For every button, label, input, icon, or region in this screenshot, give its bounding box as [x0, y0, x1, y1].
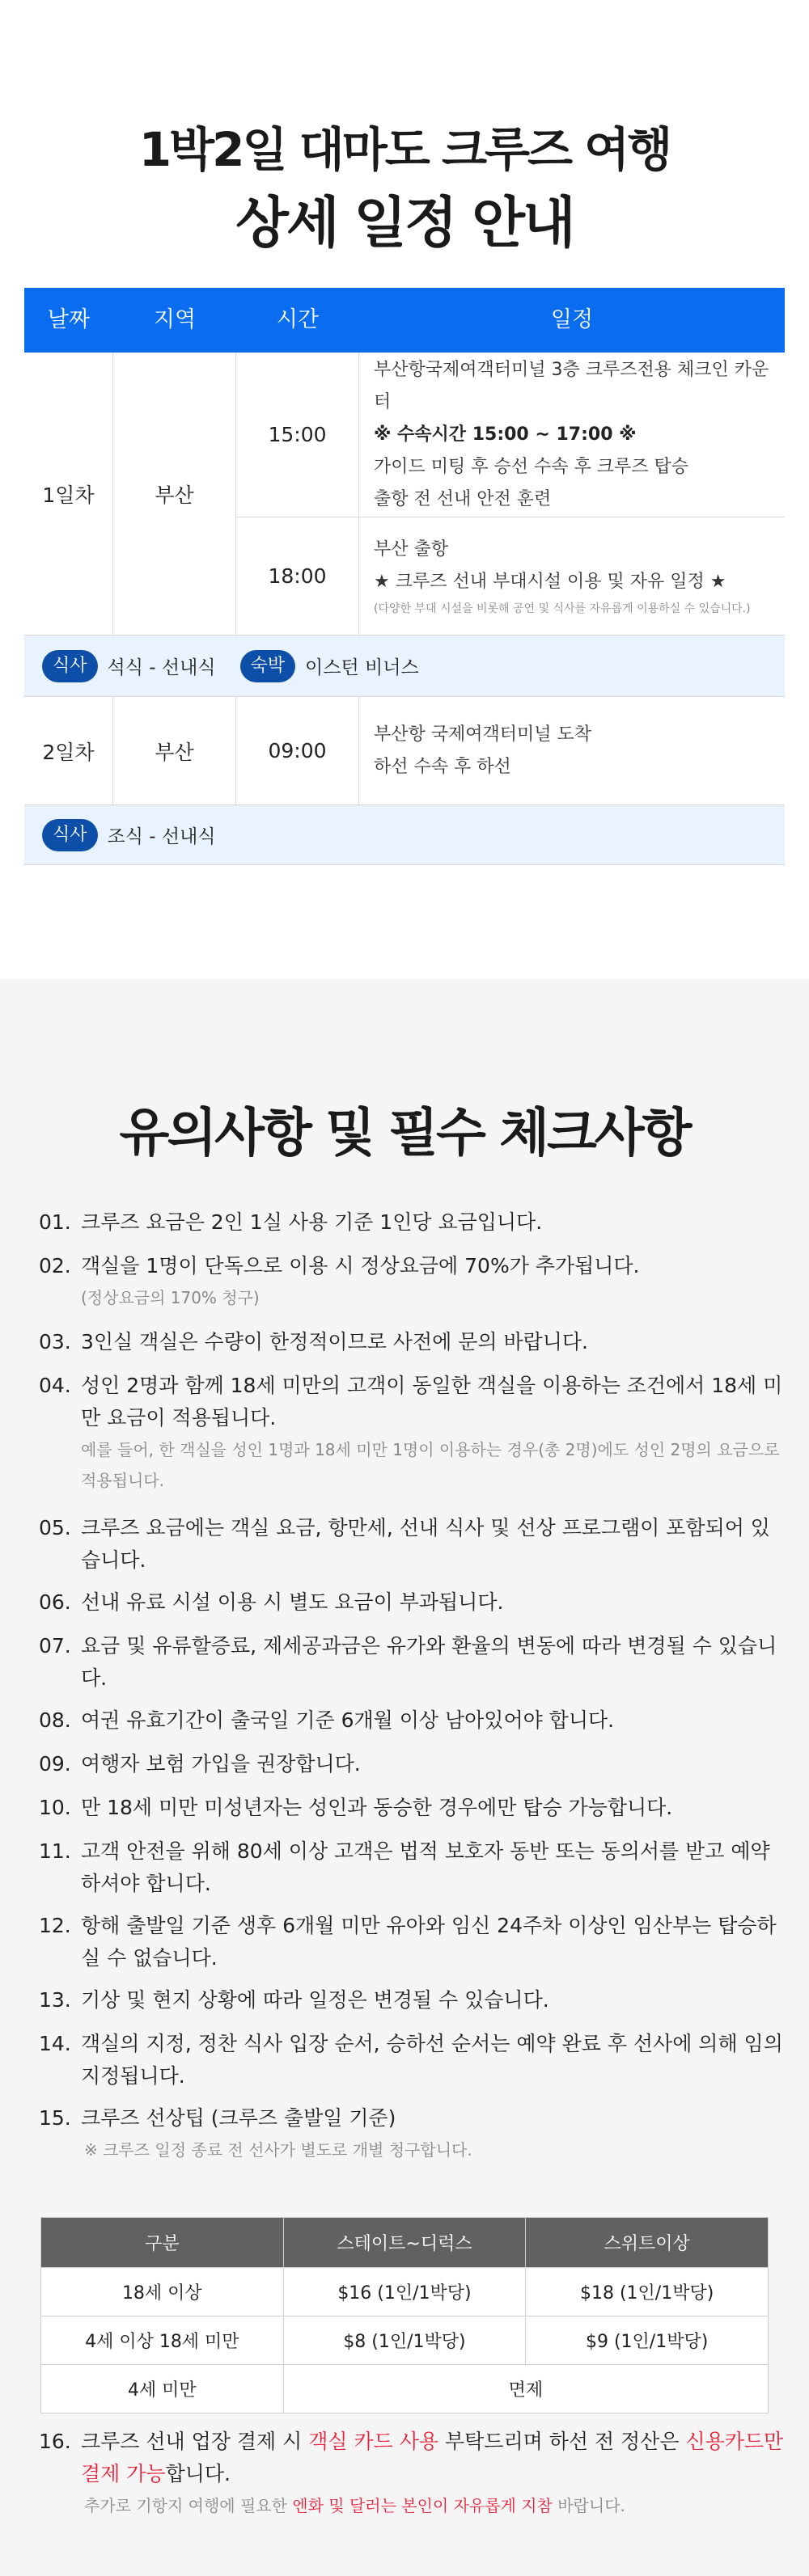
itinerary-line: 부산항국제여객터미널 3층 크루즈전용 체크인 카운터 — [374, 359, 769, 412]
page-title-line1: 1박2일 대마도 크루즈 여행 — [138, 122, 671, 177]
highlight-text: 객실 카드 사용 — [308, 2430, 439, 2453]
meal-text: 석식 - 선내식 — [107, 657, 216, 678]
day1-date: 1일차 — [24, 353, 113, 636]
note-sub: ※ 크루즈 일정 종료 전 선사가 별도로 개별 청구합니다. — [84, 2140, 472, 2160]
day1-time1: 15:00 — [236, 353, 359, 517]
note-sub: (정상요금의 170% 청구) — [81, 1288, 260, 1307]
day1-meal-stay-row — [24, 636, 785, 697]
notes-title: 유의사항 및 필수 체크사항 — [119, 1104, 690, 1163]
day1-itinerary1 — [359, 353, 785, 517]
col-date: 날짜 — [47, 307, 91, 332]
meal-badge: 식사 — [42, 650, 98, 682]
itinerary-line: 가이드 미팅 후 승선 수속 후 크루즈 탑승 — [374, 456, 688, 477]
day2-time: 09:00 — [236, 697, 359, 805]
itinerary-line: 출항 전 선내 안전 훈련 — [374, 488, 552, 509]
table-row: 4세 이상 18세 미만 $8 (1인/1박당) $9 (1인/1박당) — [41, 2316, 769, 2365]
table-header-row: 구분 스테이트~디럭스 스위트이상 — [41, 2218, 769, 2268]
day2-date: 2일차 — [24, 697, 113, 805]
itinerary-line-bold: ※ 수속시간 15:00 ~ 17:00 ※ — [374, 424, 637, 445]
col-time: 시간 — [276, 307, 320, 332]
table-row: 4세 미만 면제 — [41, 2365, 769, 2413]
itinerary-note: (다양한 부대 시설을 비롯해 공연 및 식사를 자유롭게 이용하실 수 있습니다.) — [374, 602, 751, 615]
meal-text: 조식 - 선내식 — [107, 826, 216, 847]
notes-section: 유의사항 및 필수 체크사항 01. 크루즈 요금은 2인 1실 사용 기준 1인당 요금입니다. 02. 객실을 1명이 단독으로 이용 시 정상요금에 70%가 추가됩니다. (정상요금의 170% 청구) 03. 3인실 객실은 수량이 한정적이므로 사전에 문의 바랍니다. 04. 성인 2명과 함께 18세 미만의 고객이 동일한 객실을 이용하는 조건에서 18세 미만 요금이 적용됩니다. 예를 들어, 한 객실을 성인 1명과 18세 미만 1명이 이용하는 경우(총 2명)에도 성인 2명의 요금으로 적용됩니다. 05. 크루즈 요금에는 객실 요금, 항만세, 선내 식사 및 선상 프로그램이 포함되어 있습니다. 06. 선내 유료 시설 이용 시 별도 요금이 부과됩니다. 07. 요금 및 유류할증료, 제세공과금은 유가와 환율의 변동에 따라 변경될 수 있습니다. 08. 여권 유효기간이 출국일 기준 6개월 이상 남아있어야 합니다. 09. 여행자 보험 가입을 권장합니다. 10. 만 18세 미만 미성년자는 성인과 동승한 경우에만 탑승 가능합니다. 11. 고객 안전을 위해 80세 이상 고객은 법적 보호자 동반 또는 동의서를 받고 예약하셔야 합니다. 12. 항해 출발일 기준 생후 6개월 미만 유아와 임신 24주차 이상인 임산부는 탑승하실 수 없습니다. 13. 기상 및 현지 상황에 따라 일정은 변경될 수 있습니다. 14. 객실의 지정, 정찬 식사 입장 순서, 승하선 순서는 예약 완료 후 선사에 의해 임의 지정됩니다. 15. 크루즈 선상팁 (크루즈 출발일 기준) ※ 크루즈 일정 종료 전 선사가 별도로 개별 청구합니다. 구분 스테이트~디럭스 스위트이상 18세 이상 $16 (1인/1박당) $18 (1인/1박당) 4세 이상 18세 미만 $8 (1인/1박당) $9 (1인/1박당) 4세 미만 면제 16. 크루즈 선내 업장 결제 시 객실 카드 사용 부탁드리며 하선 전 정산은 신용카드만 결제 가능합니다. 추가로 기항지 여행에 필요한 엔화 및 달러는 본인이 자유롭게 지참 바랍니다. — [0, 978, 809, 2576]
highlight-text: 신용카드만 결제 가능 — [81, 2430, 784, 2485]
day2-itinerary — [359, 697, 785, 805]
day2-region: 부산 — [113, 697, 236, 805]
day1-region: 부산 — [113, 353, 236, 636]
day1-itinerary2 — [359, 517, 785, 636]
itinerary-line: 부산 출항 — [374, 538, 449, 560]
itinerary-line: 하선 수속 후 하선 — [374, 756, 511, 777]
tip-fee-table — [40, 2217, 769, 2413]
itinerary-line: 부산항 국제여객터미널 도착 — [374, 724, 592, 745]
stay-badge: 숙박 — [240, 650, 296, 682]
schedule-section — [0, 0, 809, 978]
meal-badge: 식사 — [42, 819, 98, 851]
stay-text: 이스턴 비너스 — [305, 657, 419, 678]
schedule-table-header — [24, 288, 785, 353]
highlight-text: 엔화 및 달러는 본인이 자유롭게 지참 — [292, 2496, 553, 2515]
page-title-line2: 상세 일정 안내 — [235, 192, 574, 255]
table-row: 18세 이상 $16 (1인/1박당) $18 (1인/1박당) — [41, 2268, 769, 2316]
day1-time2: 18:00 — [236, 517, 359, 636]
itinerary-line: ★ 크루즈 선내 부대시설 이용 및 자유 일정 ★ — [374, 571, 726, 592]
note-sub: 예를 들어, 한 객실을 성인 1명과 18세 미만 1명이 이용하는 경우(총 2명)에도 성인 2명의 요금으로 적용됩니다. — [81, 1440, 780, 1490]
col-region: 지역 — [153, 307, 197, 332]
col-itinerary: 일정 — [550, 307, 594, 332]
day2-meal-row — [24, 805, 785, 865]
